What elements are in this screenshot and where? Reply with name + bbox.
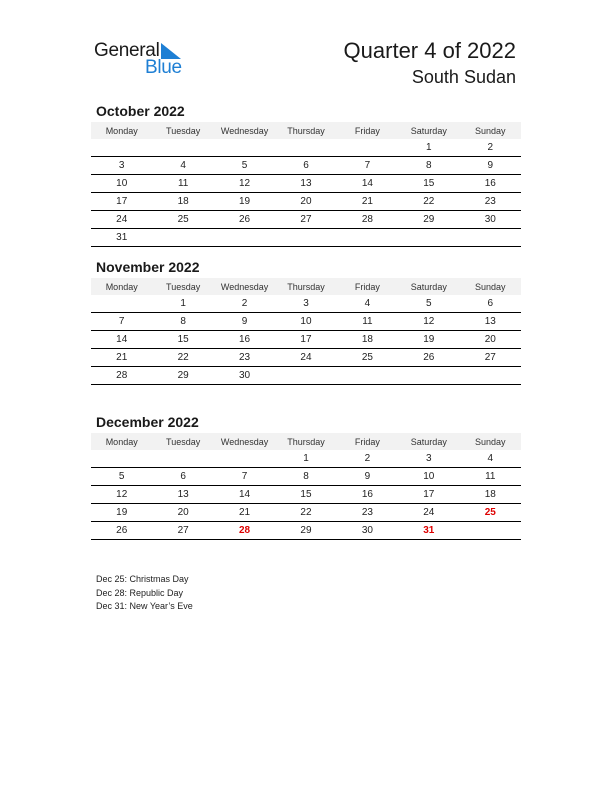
weekday-header: Saturday (398, 433, 459, 450)
day-cell: 5 (214, 157, 275, 175)
day-cell: 8 (398, 157, 459, 175)
day-cell: 28 (91, 367, 152, 385)
weekday-header-row (91, 433, 521, 450)
day-cell: 31 (398, 522, 459, 540)
day-cell: 14 (337, 175, 398, 193)
weekday-header-row (91, 122, 521, 139)
weekday-header-row (91, 278, 521, 295)
day-cell: 2 (214, 295, 275, 313)
weekday-header: Wednesday (214, 122, 275, 139)
day-cell: 18 (152, 193, 213, 211)
day-cell: 24 (398, 504, 459, 522)
holiday-note: Dec 31: New Year’s Eve (96, 601, 193, 611)
day-cell: 16 (460, 175, 521, 193)
week-row (91, 486, 521, 504)
day-cell: 17 (91, 193, 152, 211)
day-cell: 11 (460, 468, 521, 486)
week-row (91, 211, 521, 229)
empty-day-cell (460, 229, 521, 247)
week-row (91, 450, 521, 468)
day-cell: 12 (91, 486, 152, 504)
month-december (91, 413, 521, 540)
weekday-header: Wednesday (214, 278, 275, 295)
day-cell: 4 (337, 295, 398, 313)
day-cell: 2 (337, 450, 398, 468)
week-row (91, 522, 521, 540)
day-cell: 23 (214, 349, 275, 367)
day-cell: 30 (460, 211, 521, 229)
day-cell: 31 (91, 229, 152, 247)
empty-day-cell (460, 522, 521, 540)
day-cell: 15 (275, 486, 336, 504)
empty-day-cell (91, 139, 152, 157)
weekday-header: Saturday (398, 122, 459, 139)
holiday-note: Dec 28: Republic Day (96, 587, 184, 598)
weekday-header: Thursday (275, 122, 336, 139)
day-cell: 14 (91, 331, 152, 349)
day-cell: 26 (91, 522, 152, 540)
weekday-header: Tuesday (152, 122, 213, 139)
day-cell: 1 (275, 450, 336, 468)
empty-day-cell (91, 295, 152, 313)
day-cell: 11 (337, 313, 398, 331)
day-cell: 16 (337, 486, 398, 504)
day-cell: 3 (91, 157, 152, 175)
month-calendar-table (91, 278, 521, 385)
day-cell: 17 (398, 486, 459, 504)
empty-day-cell (337, 139, 398, 157)
empty-day-cell (460, 367, 521, 385)
day-cell: 15 (152, 331, 213, 349)
day-cell: 19 (398, 331, 459, 349)
day-cell: 27 (152, 522, 213, 540)
day-cell: 10 (275, 313, 336, 331)
day-cell: 3 (398, 450, 459, 468)
day-cell: 15 (398, 175, 459, 193)
weekday-header: Thursday (275, 278, 336, 295)
day-cell: 2 (460, 139, 521, 157)
empty-day-cell (214, 450, 275, 468)
day-cell: 22 (398, 193, 459, 211)
empty-day-cell (275, 139, 336, 157)
day-cell: 7 (91, 313, 152, 331)
day-cell: 3 (275, 295, 336, 313)
day-cell: 6 (152, 468, 213, 486)
week-row (91, 331, 521, 349)
day-cell: 6 (460, 295, 521, 313)
day-cell: 13 (460, 313, 521, 331)
day-cell: 4 (152, 157, 213, 175)
empty-day-cell (275, 367, 336, 385)
day-cell: 27 (275, 211, 336, 229)
day-cell: 7 (337, 157, 398, 175)
day-cell: 28 (214, 522, 275, 540)
weekday-header: Friday (337, 122, 398, 139)
day-cell: 29 (398, 211, 459, 229)
day-cell: 22 (275, 504, 336, 522)
day-cell: 14 (214, 486, 275, 504)
day-cell: 17 (275, 331, 336, 349)
month-calendar-table (91, 433, 521, 540)
day-cell: 8 (275, 468, 336, 486)
page-title: Quarter 4 of 2022 (343, 38, 516, 63)
month-title: November 2022 (96, 259, 200, 275)
week-row (91, 468, 521, 486)
day-cell: 11 (152, 175, 213, 193)
holiday-notes (96, 573, 193, 614)
day-cell: 9 (460, 157, 521, 175)
month-october (91, 102, 521, 247)
day-cell: 6 (275, 157, 336, 175)
empty-day-cell (337, 367, 398, 385)
day-cell: 26 (214, 211, 275, 229)
day-cell: 1 (398, 139, 459, 157)
day-cell: 5 (398, 295, 459, 313)
day-cell: 25 (337, 349, 398, 367)
week-row (91, 504, 521, 522)
day-cell: 29 (275, 522, 336, 540)
day-cell: 25 (460, 504, 521, 522)
weekday-header: Friday (337, 278, 398, 295)
day-cell: 18 (337, 331, 398, 349)
logo-blue-text: Blue (145, 57, 182, 78)
week-row (91, 175, 521, 193)
day-cell: 1 (152, 295, 213, 313)
day-cell: 10 (398, 468, 459, 486)
day-cell: 5 (91, 468, 152, 486)
day-cell: 12 (398, 313, 459, 331)
holiday-note: Dec 25: Christmas Day (96, 574, 189, 584)
day-cell: 10 (91, 175, 152, 193)
weekday-header: Monday (91, 122, 152, 139)
empty-day-cell (152, 229, 213, 247)
weekday-header: Sunday (460, 433, 521, 450)
weekday-header: Tuesday (152, 433, 213, 450)
month-calendar-table (91, 122, 521, 247)
weekday-header: Sunday (460, 122, 521, 139)
day-cell: 9 (337, 468, 398, 486)
empty-day-cell (337, 229, 398, 247)
weekday-header: Wednesday (214, 433, 275, 450)
week-row (91, 139, 521, 157)
empty-day-cell (398, 367, 459, 385)
day-cell: 30 (337, 522, 398, 540)
empty-day-cell (152, 450, 213, 468)
empty-day-cell (91, 450, 152, 468)
weekday-header: Friday (337, 433, 398, 450)
day-cell: 18 (460, 486, 521, 504)
day-cell: 16 (214, 331, 275, 349)
weekday-header: Tuesday (152, 278, 213, 295)
day-cell: 23 (460, 193, 521, 211)
day-cell: 12 (214, 175, 275, 193)
day-cell: 19 (91, 504, 152, 522)
day-cell: 21 (214, 504, 275, 522)
weekday-header: Monday (91, 278, 152, 295)
week-row (91, 295, 521, 313)
month-title: December 2022 (96, 414, 199, 430)
day-cell: 30 (214, 367, 275, 385)
empty-day-cell (214, 139, 275, 157)
weekday-header: Monday (91, 433, 152, 450)
day-cell: 21 (91, 349, 152, 367)
day-cell: 9 (214, 313, 275, 331)
week-row (91, 229, 521, 247)
logo (94, 40, 204, 80)
day-cell: 23 (337, 504, 398, 522)
day-cell: 24 (91, 211, 152, 229)
day-cell: 25 (152, 211, 213, 229)
day-cell: 26 (398, 349, 459, 367)
day-cell: 21 (337, 193, 398, 211)
month-november (91, 258, 521, 385)
month-title: October 2022 (96, 103, 185, 119)
empty-day-cell (214, 229, 275, 247)
day-cell: 4 (460, 450, 521, 468)
day-cell: 7 (214, 468, 275, 486)
weekday-header: Saturday (398, 278, 459, 295)
day-cell: 20 (460, 331, 521, 349)
day-cell: 27 (460, 349, 521, 367)
day-cell: 29 (152, 367, 213, 385)
day-cell: 20 (275, 193, 336, 211)
week-row (91, 313, 521, 331)
day-cell: 13 (275, 175, 336, 193)
day-cell: 22 (152, 349, 213, 367)
day-cell: 24 (275, 349, 336, 367)
weekday-header: Thursday (275, 433, 336, 450)
week-row (91, 349, 521, 367)
logo-general-text: General (94, 40, 160, 61)
day-cell: 13 (152, 486, 213, 504)
day-cell: 28 (337, 211, 398, 229)
week-row (91, 193, 521, 211)
day-cell: 19 (214, 193, 275, 211)
day-cell: 8 (152, 313, 213, 331)
day-cell: 20 (152, 504, 213, 522)
empty-day-cell (275, 229, 336, 247)
country-name: South Sudan (411, 67, 516, 87)
week-row (91, 157, 521, 175)
empty-day-cell (398, 229, 459, 247)
week-row (91, 367, 521, 385)
weekday-header: Sunday (460, 278, 521, 295)
empty-day-cell (152, 139, 213, 157)
